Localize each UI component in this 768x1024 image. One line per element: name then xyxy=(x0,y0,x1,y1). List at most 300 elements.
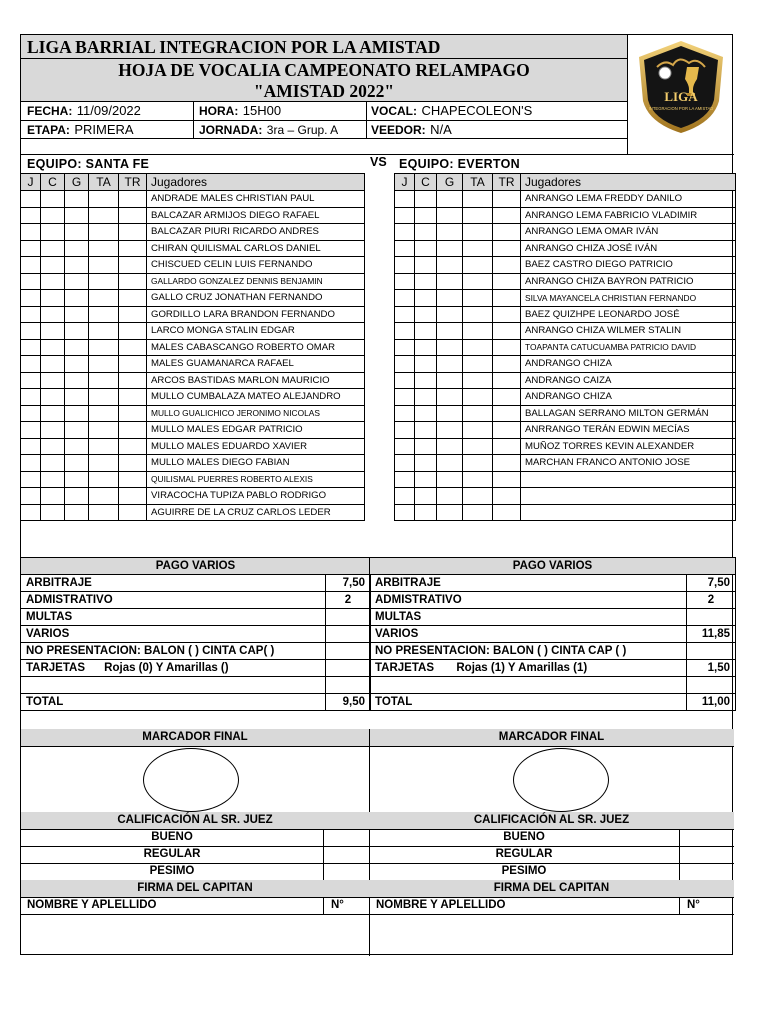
payments-a-title: PAGO VARIOS xyxy=(21,558,371,575)
stat-cell[interactable] xyxy=(415,191,437,208)
stat-cell[interactable] xyxy=(119,356,147,373)
stat-cell[interactable] xyxy=(119,372,147,389)
stat-cell[interactable] xyxy=(395,306,415,323)
stat-cell[interactable] xyxy=(415,372,437,389)
player-row xyxy=(21,323,365,340)
stat-cell[interactable] xyxy=(119,306,147,323)
signature-area-b[interactable] xyxy=(370,915,734,955)
stat-cell[interactable] xyxy=(65,405,89,422)
stat-cell[interactable] xyxy=(21,356,41,373)
player-name: BALCAZAR PIURI RICARDO ANDRES xyxy=(147,224,365,241)
stat-cell[interactable] xyxy=(119,504,147,521)
stat-cell[interactable] xyxy=(89,356,119,373)
stat-cell[interactable] xyxy=(65,207,89,224)
stat-cell[interactable] xyxy=(41,257,65,274)
player-row xyxy=(395,405,736,422)
stat-cell[interactable] xyxy=(493,372,521,389)
calificacion-b-title: CALIFICACIÓN AL SR. JUEZ xyxy=(473,814,630,826)
stat-cell[interactable] xyxy=(493,207,521,224)
numero-b-label: N° xyxy=(687,899,700,911)
stat-cell[interactable] xyxy=(65,438,89,455)
stat-cell[interactable] xyxy=(395,471,415,488)
stat-cell[interactable] xyxy=(415,207,437,224)
fecha-label: FECHA: xyxy=(27,104,73,118)
team-a-roster xyxy=(20,173,365,521)
bueno-b: BUENO xyxy=(503,831,545,843)
player-row xyxy=(21,422,365,439)
player-row xyxy=(21,438,365,455)
column-header-g: G xyxy=(65,174,89,191)
varios-b-value: 11,85 xyxy=(687,626,736,643)
stat-cell[interactable] xyxy=(119,455,147,472)
player-name: TOAPANTA CATUCUAMBA PATRICIO DAVID xyxy=(521,339,736,356)
team-a-name: SANTA FE xyxy=(85,157,150,171)
stat-cell[interactable] xyxy=(437,323,463,340)
stat-cell[interactable] xyxy=(395,356,415,373)
player-row xyxy=(21,405,365,422)
stat-cell[interactable] xyxy=(21,372,41,389)
stat-cell[interactable] xyxy=(21,504,41,521)
stat-cell[interactable] xyxy=(21,471,41,488)
stat-cell[interactable] xyxy=(65,257,89,274)
stat-cell[interactable] xyxy=(89,207,119,224)
player-name: MULLO MALES EDUARDO XAVIER xyxy=(147,438,365,455)
stat-cell[interactable] xyxy=(463,455,493,472)
player-name xyxy=(521,504,736,521)
stat-cell[interactable] xyxy=(395,455,415,472)
administrativo-a-value: 2 xyxy=(326,592,371,609)
stat-cell[interactable] xyxy=(463,438,493,455)
player-name: SILVA MAYANCELA CHRISTIAN FERNANDO xyxy=(521,290,736,307)
player-name: ANRANGO LEMA OMAR IVÁN xyxy=(521,224,736,241)
stat-cell[interactable] xyxy=(41,471,65,488)
multas-a-label: MULTAS xyxy=(21,609,326,626)
player-name: CHIRAN QUILISMAL CARLOS DANIEL xyxy=(147,240,365,257)
stat-cell[interactable] xyxy=(21,455,41,472)
stat-cell[interactable] xyxy=(119,488,147,505)
stat-cell[interactable] xyxy=(21,389,41,406)
stat-cell[interactable] xyxy=(89,438,119,455)
stat-cell[interactable] xyxy=(65,290,89,307)
multas-a-value xyxy=(326,609,371,626)
stat-cell[interactable] xyxy=(463,339,493,356)
stat-cell[interactable] xyxy=(415,323,437,340)
stat-cell[interactable] xyxy=(89,290,119,307)
stat-cell[interactable] xyxy=(463,356,493,373)
stat-cell[interactable] xyxy=(65,422,89,439)
stat-cell[interactable] xyxy=(437,273,463,290)
stat-cell[interactable] xyxy=(395,389,415,406)
stat-cell[interactable] xyxy=(119,471,147,488)
tarjetas-a-value xyxy=(326,660,371,677)
stat-cell[interactable] xyxy=(41,356,65,373)
player-row xyxy=(21,273,365,290)
stat-cell[interactable] xyxy=(65,389,89,406)
stat-cell[interactable] xyxy=(463,240,493,257)
player-name: LARCO MONGA STALIN EDGAR xyxy=(147,323,365,340)
stat-cell[interactable] xyxy=(395,438,415,455)
player-name: ANRANGO CHIZA WILMER STALIN xyxy=(521,323,736,340)
player-row xyxy=(21,339,365,356)
player-row xyxy=(395,455,736,472)
tarjetas-b-value: 1,50 xyxy=(687,660,736,677)
stat-cell[interactable] xyxy=(437,405,463,422)
stat-cell[interactable] xyxy=(41,240,65,257)
stat-cell[interactable] xyxy=(437,438,463,455)
stat-cell[interactable] xyxy=(119,339,147,356)
no-presentacion-b: NO PRESENTACION: BALON ( ) CINTA CAP ( ) xyxy=(370,643,687,660)
stat-cell[interactable] xyxy=(89,257,119,274)
stat-cell[interactable] xyxy=(65,306,89,323)
nombre-a-label: NOMBRE Y APLELLIDO xyxy=(27,899,157,911)
stat-cell[interactable] xyxy=(493,273,521,290)
stat-cell[interactable] xyxy=(415,422,437,439)
player-name: BAEZ CASTRO DIEGO PATRICIO xyxy=(521,257,736,274)
stat-cell[interactable] xyxy=(89,488,119,505)
stat-cell[interactable] xyxy=(89,273,119,290)
arbitraje-a-label: ARBITRAJE xyxy=(21,575,326,592)
stat-cell[interactable] xyxy=(65,339,89,356)
player-name: VIRACOCHA TUPIZA PABLO RODRIGO xyxy=(147,488,365,505)
stat-cell[interactable] xyxy=(119,257,147,274)
stat-cell[interactable] xyxy=(395,372,415,389)
team-b-label: EQUIPO: xyxy=(399,157,454,171)
stat-cell[interactable] xyxy=(21,488,41,505)
stat-cell[interactable] xyxy=(415,504,437,521)
stat-cell[interactable] xyxy=(119,438,147,455)
stat-cell[interactable] xyxy=(65,240,89,257)
stat-cell[interactable] xyxy=(119,191,147,208)
stat-cell[interactable] xyxy=(493,455,521,472)
stat-cell[interactable] xyxy=(463,372,493,389)
column-header-j: J xyxy=(21,174,41,191)
pesimo-b: PESIMO xyxy=(501,865,547,877)
stat-cell[interactable] xyxy=(463,257,493,274)
player-name: MARCHAN FRANCO ANTONIO JOSE xyxy=(521,455,736,472)
column-header-j: J xyxy=(395,174,415,191)
player-name: AGUIRRE DE LA CRUZ CARLOS LEDER xyxy=(147,504,365,521)
total-b-value: 11,00 xyxy=(687,694,736,711)
stat-cell[interactable] xyxy=(415,224,437,241)
stat-cell[interactable] xyxy=(415,356,437,373)
stat-cell[interactable] xyxy=(89,191,119,208)
stat-cell[interactable] xyxy=(415,257,437,274)
stat-cell[interactable] xyxy=(395,207,415,224)
administrativo-b-value: 2 xyxy=(687,592,736,609)
player-row xyxy=(395,257,736,274)
stat-cell[interactable] xyxy=(89,306,119,323)
player-name: ANRANGO CHIZA JOSÉ IVÁN xyxy=(521,240,736,257)
stat-cell[interactable] xyxy=(41,339,65,356)
stat-cell[interactable] xyxy=(89,422,119,439)
stat-cell[interactable] xyxy=(493,306,521,323)
column-header-jugadores: Jugadores xyxy=(521,174,736,191)
stat-cell[interactable] xyxy=(415,438,437,455)
stat-cell[interactable] xyxy=(415,339,437,356)
nombre-b-label: NOMBRE Y APLELLIDO xyxy=(376,899,506,911)
stat-cell[interactable] xyxy=(463,191,493,208)
stat-cell[interactable] xyxy=(437,257,463,274)
player-name: GALLARDO GONZALEZ DENNIS BENJAMIN xyxy=(147,273,365,290)
player-name: QUILISMAL PUERRES ROBERTO ALEXIS xyxy=(147,471,365,488)
stat-cell[interactable] xyxy=(395,504,415,521)
stat-cell[interactable] xyxy=(437,488,463,505)
stat-cell[interactable] xyxy=(395,339,415,356)
stat-cell[interactable] xyxy=(395,323,415,340)
stat-cell[interactable] xyxy=(65,273,89,290)
tournament-name: "AMISTAD 2022" xyxy=(253,81,395,101)
player-name: BAEZ QUIZHPE LEONARDO JOSÉ xyxy=(521,306,736,323)
player-name: ANRANGO LEMA FREDDY DANILO xyxy=(521,191,736,208)
stat-cell[interactable] xyxy=(65,224,89,241)
player-row xyxy=(21,488,365,505)
administrativo-b-label: ADMISTRATIVO xyxy=(370,592,687,609)
stat-cell[interactable] xyxy=(21,273,41,290)
stat-cell[interactable] xyxy=(415,273,437,290)
stat-cell[interactable] xyxy=(437,389,463,406)
score-circle-a[interactable] xyxy=(143,748,239,812)
player-row xyxy=(21,290,365,307)
team-b-name: EVERTON xyxy=(457,157,520,171)
arbitraje-b-label: ARBITRAJE xyxy=(370,575,687,592)
stat-cell[interactable] xyxy=(463,422,493,439)
stat-cell[interactable] xyxy=(65,455,89,472)
stat-cell[interactable] xyxy=(493,488,521,505)
stat-cell[interactable] xyxy=(395,240,415,257)
stat-cell[interactable] xyxy=(493,290,521,307)
marcador-a-title: MARCADOR FINAL xyxy=(142,731,248,743)
player-row xyxy=(21,471,365,488)
player-row xyxy=(21,191,365,208)
stat-cell[interactable] xyxy=(493,191,521,208)
stat-cell[interactable] xyxy=(41,455,65,472)
stat-cell[interactable] xyxy=(119,389,147,406)
stat-cell[interactable] xyxy=(21,405,41,422)
stat-cell[interactable] xyxy=(463,323,493,340)
stat-cell[interactable] xyxy=(437,339,463,356)
stat-cell[interactable] xyxy=(119,240,147,257)
player-name: MULLO GUALICHICO JERONIMO NICOLAS xyxy=(147,405,365,422)
vocalia-sheet xyxy=(20,34,733,955)
stat-cell[interactable] xyxy=(395,422,415,439)
stat-cell[interactable] xyxy=(21,438,41,455)
stat-cell[interactable] xyxy=(493,323,521,340)
stat-cell[interactable] xyxy=(395,191,415,208)
logo-text: LIGA xyxy=(664,89,698,104)
stat-cell[interactable] xyxy=(89,471,119,488)
stat-cell[interactable] xyxy=(463,471,493,488)
stat-cell[interactable] xyxy=(493,438,521,455)
stat-cell[interactable] xyxy=(437,471,463,488)
regular-a: REGULAR xyxy=(143,848,201,860)
stat-cell[interactable] xyxy=(437,191,463,208)
stat-cell[interactable] xyxy=(41,290,65,307)
stat-cell[interactable] xyxy=(415,471,437,488)
stat-cell[interactable] xyxy=(21,422,41,439)
stat-cell[interactable] xyxy=(493,224,521,241)
stat-cell[interactable] xyxy=(65,323,89,340)
stat-cell[interactable] xyxy=(41,405,65,422)
stat-cell[interactable] xyxy=(41,224,65,241)
player-row xyxy=(395,339,736,356)
stat-cell[interactable] xyxy=(41,191,65,208)
stat-cell[interactable] xyxy=(437,224,463,241)
stat-cell[interactable] xyxy=(65,191,89,208)
stat-cell[interactable] xyxy=(415,306,437,323)
stat-cell[interactable] xyxy=(493,257,521,274)
stat-cell[interactable] xyxy=(493,356,521,373)
stat-cell[interactable] xyxy=(21,339,41,356)
stat-cell[interactable] xyxy=(463,488,493,505)
stat-cell[interactable] xyxy=(463,224,493,241)
stat-cell[interactable] xyxy=(41,323,65,340)
stat-cell[interactable] xyxy=(21,323,41,340)
marcador-b-title: MARCADOR FINAL xyxy=(498,731,605,743)
etapa-value: PRIMERA xyxy=(74,122,134,137)
regular-b: REGULAR xyxy=(495,848,553,860)
stat-cell[interactable] xyxy=(437,306,463,323)
stat-cell[interactable] xyxy=(119,422,147,439)
tarjetas-b-detail: Rojas (1) Y Amarillas (1) xyxy=(456,662,588,674)
column-header-tr: TR xyxy=(493,174,521,191)
stat-cell[interactable] xyxy=(395,257,415,274)
score-circle-b[interactable] xyxy=(513,748,609,812)
stat-cell[interactable] xyxy=(437,372,463,389)
hora-label: HORA: xyxy=(199,104,239,118)
stat-cell[interactable] xyxy=(463,405,493,422)
stat-cell[interactable] xyxy=(493,504,521,521)
player-row xyxy=(395,323,736,340)
stat-cell[interactable] xyxy=(65,356,89,373)
stat-cell[interactable] xyxy=(21,240,41,257)
stat-cell[interactable] xyxy=(437,504,463,521)
logo-caption: INTEGRACION POR LA AMISTAD xyxy=(648,106,714,111)
stat-cell[interactable] xyxy=(21,224,41,241)
column-header-ta: TA xyxy=(89,174,119,191)
player-row xyxy=(21,389,365,406)
stat-cell[interactable] xyxy=(415,290,437,307)
stat-cell[interactable] xyxy=(437,207,463,224)
stat-cell[interactable] xyxy=(493,422,521,439)
stat-cell[interactable] xyxy=(437,290,463,307)
stat-cell[interactable] xyxy=(119,207,147,224)
stat-cell[interactable] xyxy=(65,372,89,389)
stat-cell[interactable] xyxy=(463,207,493,224)
stat-cell[interactable] xyxy=(89,455,119,472)
stat-cell[interactable] xyxy=(41,422,65,439)
varios-a-label: VARIOS xyxy=(21,626,326,643)
stat-cell[interactable] xyxy=(463,306,493,323)
stat-cell[interactable] xyxy=(493,405,521,422)
player-name: GALLO CRUZ JONATHAN FERNANDO xyxy=(147,290,365,307)
etapa-label: ETAPA: xyxy=(27,123,70,137)
stat-cell[interactable] xyxy=(41,306,65,323)
player-row xyxy=(395,389,736,406)
stat-cell[interactable] xyxy=(21,191,41,208)
tarjetas-a-detail: Rojas (0) Y Amarillas () xyxy=(104,662,229,674)
player-row xyxy=(21,372,365,389)
stat-cell[interactable] xyxy=(89,372,119,389)
stat-cell[interactable] xyxy=(395,405,415,422)
stat-cell[interactable] xyxy=(437,356,463,373)
stat-cell[interactable] xyxy=(463,290,493,307)
stat-cell[interactable] xyxy=(65,488,89,505)
player-row xyxy=(21,306,365,323)
stat-cell[interactable] xyxy=(493,339,521,356)
stat-cell[interactable] xyxy=(395,488,415,505)
player-name: MULLO CUMBALAZA MATEO ALEJANDRO xyxy=(147,389,365,406)
stat-cell[interactable] xyxy=(65,504,89,521)
player-name xyxy=(521,488,736,505)
stat-cell[interactable] xyxy=(41,488,65,505)
stat-cell[interactable] xyxy=(395,290,415,307)
stat-cell[interactable] xyxy=(463,504,493,521)
stat-cell[interactable] xyxy=(21,290,41,307)
stat-cell[interactable] xyxy=(119,273,147,290)
stat-cell[interactable] xyxy=(89,389,119,406)
stat-cell[interactable] xyxy=(89,339,119,356)
stat-cell[interactable] xyxy=(415,455,437,472)
stat-cell[interactable] xyxy=(41,273,65,290)
arbitraje-a-value: 7,50 xyxy=(326,575,371,592)
stat-cell[interactable] xyxy=(21,257,41,274)
stat-cell[interactable] xyxy=(89,504,119,521)
player-name: ANRANGO LEMA FABRICIO VLADIMIR xyxy=(521,207,736,224)
stat-cell[interactable] xyxy=(119,405,147,422)
stat-cell[interactable] xyxy=(437,455,463,472)
stat-cell[interactable] xyxy=(119,323,147,340)
stat-cell[interactable] xyxy=(41,504,65,521)
stat-cell[interactable] xyxy=(89,323,119,340)
stat-cell[interactable] xyxy=(415,488,437,505)
stat-cell[interactable] xyxy=(493,240,521,257)
pesimo-a: PESIMO xyxy=(149,865,195,877)
stat-cell[interactable] xyxy=(463,389,493,406)
stat-cell[interactable] xyxy=(395,224,415,241)
stat-cell[interactable] xyxy=(89,224,119,241)
stat-cell[interactable] xyxy=(41,372,65,389)
stat-cell[interactable] xyxy=(41,438,65,455)
signature-area-a[interactable] xyxy=(21,915,369,955)
stat-cell[interactable] xyxy=(493,389,521,406)
arbitraje-b-value: 7,50 xyxy=(687,575,736,592)
stat-cell[interactable] xyxy=(415,389,437,406)
stat-cell[interactable] xyxy=(437,240,463,257)
stat-cell[interactable] xyxy=(437,422,463,439)
stat-cell[interactable] xyxy=(119,290,147,307)
player-row xyxy=(395,438,736,455)
stat-cell[interactable] xyxy=(41,207,65,224)
stat-cell[interactable] xyxy=(41,389,65,406)
stat-cell[interactable] xyxy=(415,405,437,422)
stat-cell[interactable] xyxy=(463,273,493,290)
stat-cell[interactable] xyxy=(89,405,119,422)
player-row xyxy=(21,240,365,257)
stat-cell[interactable] xyxy=(493,471,521,488)
stat-cell[interactable] xyxy=(415,240,437,257)
stat-cell[interactable] xyxy=(395,273,415,290)
player-row xyxy=(395,191,736,208)
stat-cell[interactable] xyxy=(119,224,147,241)
player-row xyxy=(395,372,736,389)
stat-cell[interactable] xyxy=(89,240,119,257)
stat-cell[interactable] xyxy=(65,471,89,488)
column-header-c: C xyxy=(41,174,65,191)
stat-cell[interactable] xyxy=(21,207,41,224)
stat-cell[interactable] xyxy=(21,306,41,323)
player-name: BALLAGAN SERRANO MILTON GERMÁN xyxy=(521,405,736,422)
column-header-jugadores: Jugadores xyxy=(147,174,365,191)
